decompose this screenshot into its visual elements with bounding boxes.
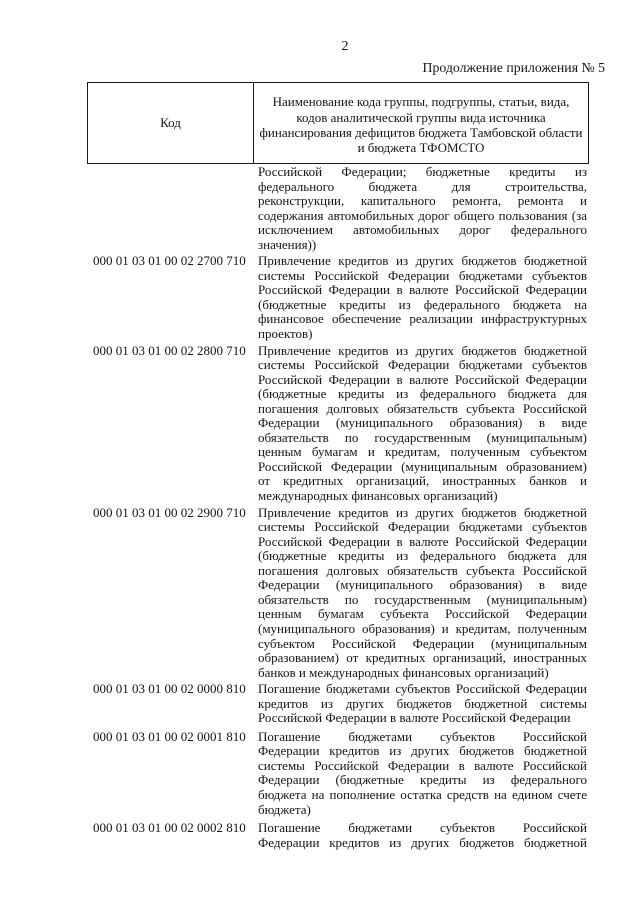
- description-line: бюджета на пополнение остатка средств на едином счете: [258, 786, 587, 802]
- description-line: (бюджетные кредиты из федерального бюджета для: [258, 548, 587, 564]
- table-row: [93, 682, 587, 726]
- header-name-line: кодов аналитической группы вида источника: [296, 109, 546, 125]
- description-line: Погашение бюджетами субъектов Российской: [258, 728, 587, 744]
- table-row: [93, 730, 587, 817]
- table-row: [93, 506, 587, 681]
- row-code: 000 01 03 01 00 02 0001 810: [93, 728, 246, 744]
- description-line: ценным бумагам и кредитам, полученным субъектом: [258, 444, 587, 460]
- description-line: Российской Федерации в валюте Российской Федерации: [258, 533, 587, 549]
- row-description: [258, 506, 587, 681]
- description-line: (муниципального образования) и кредитам, полученным: [258, 620, 587, 636]
- row-code: 000 01 03 01 00 02 2800 710: [93, 342, 246, 358]
- description-line: Российской Федерации в валюте Российской Федерации: [258, 282, 587, 298]
- description-line: субъектом Российской Федерации (муниципальным: [258, 635, 587, 651]
- description-line: Российской Федерации (муниципальным образованием): [258, 458, 587, 474]
- row-description: [258, 821, 587, 850]
- description-line: Привлечение кредитов из других бюджетов бюджетной: [258, 504, 587, 520]
- description-line: Привлечение кредитов из других бюджетов бюджетной: [258, 342, 587, 358]
- description-line: (бюджетные кредиты из федерального бюджета на: [258, 296, 587, 312]
- table-row: [93, 344, 587, 504]
- description-line: ценным бумагам субъекта Российской Федерации: [258, 606, 587, 622]
- row-code: 000 01 03 01 00 02 2900 710: [93, 504, 246, 520]
- description-line: образованием) от кредитных организаций, иностранных: [258, 650, 587, 666]
- description-line: Федерации кредитов из других бюджетов бюджетной: [258, 834, 587, 850]
- description-line: (бюджетные кредиты из федерального бюджета для: [258, 386, 587, 402]
- description-line: системы Российской Федерации бюджетами субъектов: [258, 519, 587, 535]
- description-line: Федерации (муниципального образования) в виде: [258, 577, 587, 593]
- description-line: системы Российской Федерации в валюте Российской: [258, 757, 587, 773]
- table-row: [93, 165, 587, 252]
- description-line: значения)): [258, 236, 317, 252]
- row-code: 000 01 03 01 00 02 0000 810: [93, 681, 246, 697]
- row-description: [258, 254, 587, 341]
- description-line: Погашение бюджетами субъектов Российской: [258, 820, 587, 836]
- table-body: [93, 165, 587, 852]
- row-code: 000 01 03 01 00 02 2700 710: [93, 253, 246, 269]
- row-description: [258, 344, 587, 504]
- description-line: реконструкции, капитального ремонта, ремонта и: [258, 193, 587, 209]
- description-line: исключением автомобильных дорог федерального: [258, 222, 587, 238]
- description-line: федерального бюджета для строительства,: [258, 178, 587, 194]
- description-line: бюджета): [258, 801, 311, 817]
- header-name-line: Наименование кода группы, подгруппы, статьи, вида,: [272, 94, 570, 110]
- description-line: Федерации (муниципального образования) в виде: [258, 415, 587, 431]
- description-line: международных финансовых организаций): [258, 488, 498, 504]
- page-number: 2: [341, 39, 349, 54]
- row-code: 000 01 03 01 00 02 0002 810: [93, 820, 246, 836]
- description-line: Российской Федерации; бюджетные кредиты из: [258, 164, 587, 179]
- description-line: Погашение бюджетами субъектов Российской Федерации: [258, 681, 587, 697]
- table-row: [93, 254, 587, 341]
- row-code: [93, 165, 258, 252]
- header-name-cell: [254, 83, 588, 163]
- description-line: от кредитных организаций, иностранных банков и: [258, 473, 587, 489]
- description-line: банков и международных финансовых организаций): [258, 664, 549, 680]
- row-description: [258, 682, 587, 726]
- description-line: погашения долговых обязательств субъекта Российской: [258, 562, 587, 578]
- description-line: финансовое обеспечение реализации инфраструктурных: [258, 311, 587, 327]
- row-description: [258, 730, 587, 817]
- description-line: системы Российской Федерации бюджетами субъектов: [258, 357, 587, 373]
- row-description: [258, 165, 587, 252]
- continuation-note: Продолжение приложения № 5: [422, 60, 605, 75]
- description-line: обязательств по государственным (муниципальным): [258, 591, 587, 607]
- description-line: кредитов из других бюджетов бюджетной системы: [258, 695, 587, 711]
- table-header: [87, 82, 589, 164]
- description-line: погашения долговых обязательств субъекта Российской: [258, 400, 587, 416]
- description-line: системы Российской Федерации бюджетами субъектов: [258, 267, 587, 283]
- header-name-line: финансирования дефицитов бюджета Тамбовской области: [259, 125, 583, 140]
- description-line: Федерации кредитов из других бюджетов бюджетной: [258, 743, 587, 759]
- description-line: Российской Федерации в валюте Российской Федерации: [258, 371, 587, 387]
- description-line: обязательств по государственным (муниципальным): [258, 429, 587, 445]
- description-line: Российской Федерации в валюте Российской Федерации: [258, 710, 571, 726]
- header-name-line: и бюджета ТФОМСТО: [357, 140, 485, 156]
- header-code-cell: Код: [88, 83, 254, 163]
- table-row: [93, 821, 587, 850]
- description-line: содержания автомобильных дорог общего пользования (за: [258, 207, 587, 223]
- description-line: Привлечение кредитов из других бюджетов бюджетной: [258, 253, 587, 269]
- description-line: Федерации (бюджетные кредиты из федерального: [258, 772, 587, 788]
- description-line: проектов): [258, 326, 313, 342]
